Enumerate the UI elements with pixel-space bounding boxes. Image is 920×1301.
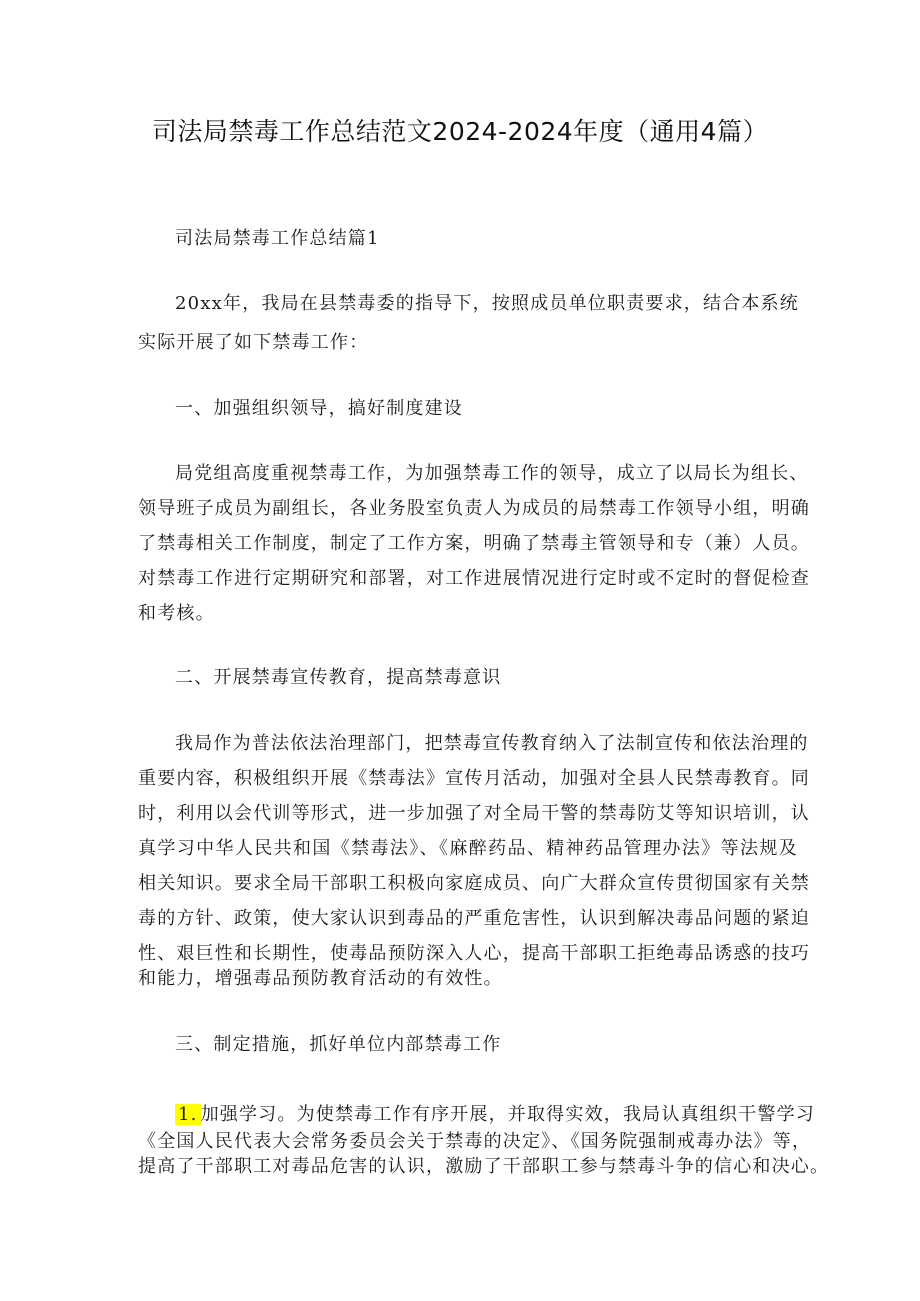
paragraph-2-line: 毒的方针、政策，使大家认识到毒品的严重危害性，认识到解决毒品问题的紧迫 (138, 908, 810, 929)
paragraph-2-line: 和能力，增强毒品预防教育活动的有效性。 (138, 968, 503, 989)
heading-3: 三、制定措施，抓好单位内部禁毒工作 (175, 1034, 502, 1055)
intro-line: 20xx年，我局在县禁毒委的指导下，按照成员单位职责要求，结合本系统 (175, 293, 800, 314)
paragraph-3-line (175, 1102, 815, 1128)
paragraph-2-line: 相关知识。要求全局干部职工积极向家庭成员、向广大群众宣传贯彻国家有关禁 (138, 873, 810, 894)
paragraph-2-line: 重要内容，积极组织开展《禁毒法》宣传月活动，加强对全县人民禁毒教育。同 (138, 768, 810, 789)
section-heading: 司法局禁毒工作总结篇1 (175, 228, 380, 249)
paragraph-3-first-text: 加强学习。为使禁毒工作有序开展，并取得实效，我局认真组织干警学习 (200, 1104, 815, 1125)
paragraph-1-line: 局党组高度重视禁毒工作，为加强禁毒工作的领导，成立了以局长为组长、 (175, 463, 809, 484)
paragraph-1-line: 了禁毒相关工作制度，制定了工作方案，明确了禁毒主管领导和专（兼）人员。 (138, 533, 810, 554)
paragraph-2-line: 时，利用以会代训等形式，进一步加强了对全局干警的禁毒防艾等知识培训，认 (138, 803, 810, 824)
paragraph-1-line: 和考核。 (138, 603, 215, 624)
intro-line: 实际开展了如下禁毒工作： (138, 332, 369, 353)
paragraph-2-line: 我局作为普法依法治理部门，把禁毒宣传教育纳入了法制宣传和依法治理的 (175, 733, 809, 754)
paragraph-2-line: 真学习中华人民共和国《禁毒法》、《麻醉药品、精神药品管理办法》等法规及 (138, 838, 798, 859)
paragraph-3-line: 《全国人民代表大会常务委员会关于禁毒的决定》、《国务院强制戒毒办法》等， (138, 1131, 812, 1152)
document-title: 司法局禁毒工作总结范文2024-2024年度（通用4篇） (151, 117, 769, 146)
paragraph-2-line: 性、艰巨性和长期性，使毒品预防深入人心，提高干部职工拒绝毒品诱惑的技巧 (138, 943, 810, 964)
heading-1: 一、加强组织领导，搞好制度建设 (175, 398, 463, 419)
paragraph-3-line: 提高了干部职工对毒品危害的认识，激励了干部职工参与禁毒斗争的信心和决心。 (138, 1156, 830, 1177)
paragraph-1-line: 领导班子成员为副组长，各业务股室负责人为成员的局禁毒工作领导小组，明确 (138, 498, 810, 519)
paragraph-1-line: 对禁毒工作进行定期研究和部署，对工作进展情况进行定时或不定时的督促检查 (138, 568, 810, 589)
highlighted-list-marker: 1. (175, 1104, 201, 1125)
heading-2: 二、开展禁毒宣传教育，提高禁毒意识 (175, 667, 502, 688)
